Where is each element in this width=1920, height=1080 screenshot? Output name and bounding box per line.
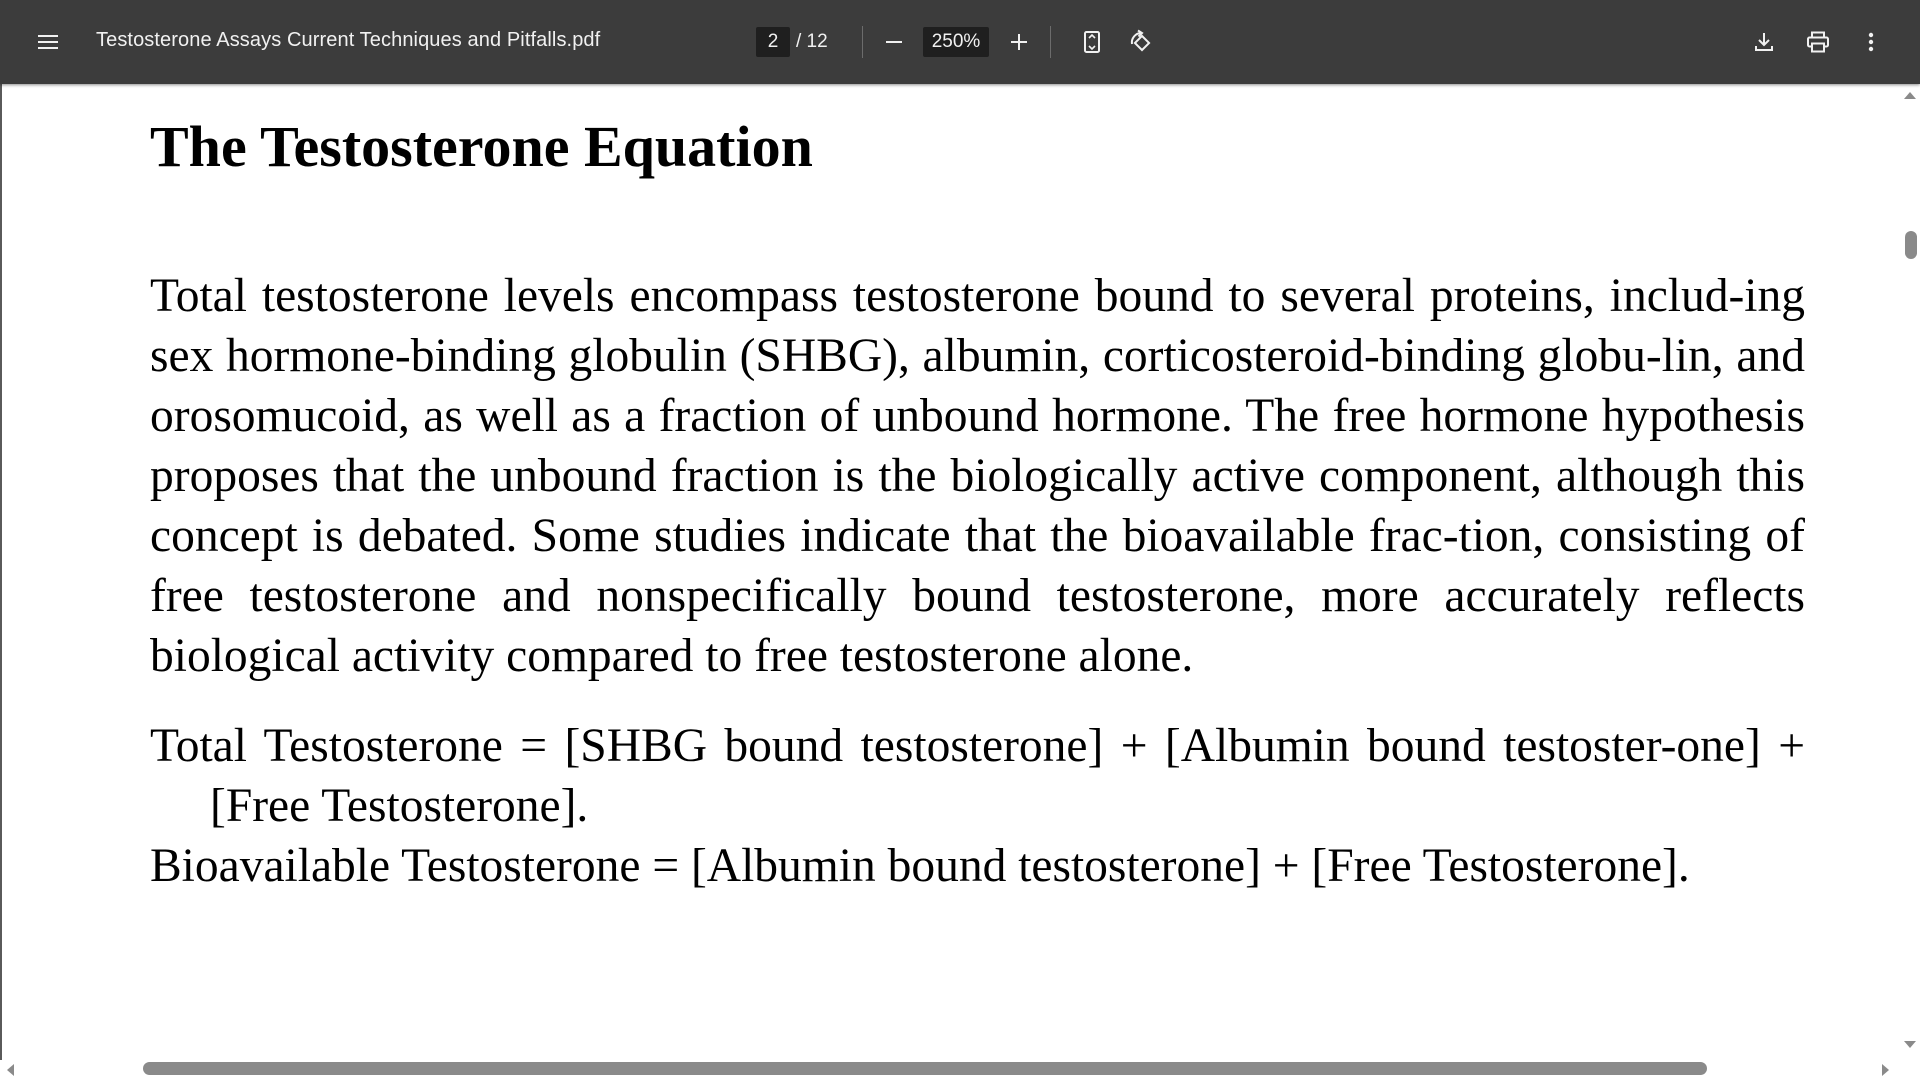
print-button[interactable]: [1798, 22, 1838, 62]
printer-icon: [1806, 31, 1830, 53]
fit-to-page-icon: [1083, 30, 1101, 54]
page-total: / 12: [796, 31, 828, 52]
rotate-counterclockwise-icon: [1128, 29, 1154, 55]
zoom-level-input[interactable]: [923, 27, 989, 57]
fit-to-page-button[interactable]: [1072, 22, 1112, 62]
triangle-down-icon[interactable]: [1902, 1038, 1918, 1056]
toolbar-divider: [862, 26, 863, 58]
pdf-toolbar: [0, 0, 1920, 84]
download-icon: [1753, 31, 1775, 53]
minus-icon: [885, 33, 903, 51]
zoom-out-button[interactable]: [874, 22, 914, 62]
section-heading: The Testosterone Equation: [150, 114, 813, 179]
download-button[interactable]: [1744, 22, 1784, 62]
plus-icon: [1010, 33, 1028, 51]
total-testosterone-equation: Total Testosterone = [SHBG bound testosterone] + [Albumin bound testoster-one] + [Free Testosterone].: [150, 720, 1805, 832]
document-title: Testosterone Assays Current Techniques and Pitfalls.pdf: [96, 29, 601, 51]
horizontal-scrollbar-thumb[interactable]: [143, 1062, 1707, 1075]
bioavailable-testosterone-equation: Bioavailable Testosterone = [Albumin bound testosterone] + [Free Testosterone].: [150, 840, 1690, 892]
pdf-viewer[interactable]: [0, 84, 1920, 1080]
triangle-up-icon[interactable]: [1902, 88, 1918, 106]
hamburger-menu-icon[interactable]: [28, 22, 68, 62]
vertical-scrollbar-thumb[interactable]: [1905, 231, 1917, 259]
vertical-ellipsis-icon: [1868, 32, 1874, 52]
body-paragraph: Total testosterone levels encompass testosterone bound to several proteins, includ-ing sex hormone-binding globulin (SHBG), albumin, corticosteroid-binding globu-lin, and orosomucoid, as well as a fraction of unbound hormone. The free hormone hypothesis proposes that the unbound fraction is the biologically active component, although this concept is debated. Some studies indicate that the bioavailable frac-tion, consisting of free testosterone and nonspecifically bound testosterone, more accurately reflects biological activity compared to free testosterone alone.: [150, 270, 1805, 682]
pdf-page: [150, 114, 1805, 896]
viewer-left-edge: [0, 84, 2, 1080]
more-options-button[interactable]: [1851, 22, 1891, 62]
triangle-right-icon[interactable]: [1880, 1062, 1892, 1080]
rotate-button[interactable]: [1121, 22, 1161, 62]
triangle-left-icon[interactable]: [4, 1062, 16, 1080]
toolbar-divider: [1050, 26, 1051, 58]
zoom-in-button[interactable]: [999, 22, 1039, 62]
page-number-input[interactable]: [756, 27, 790, 57]
